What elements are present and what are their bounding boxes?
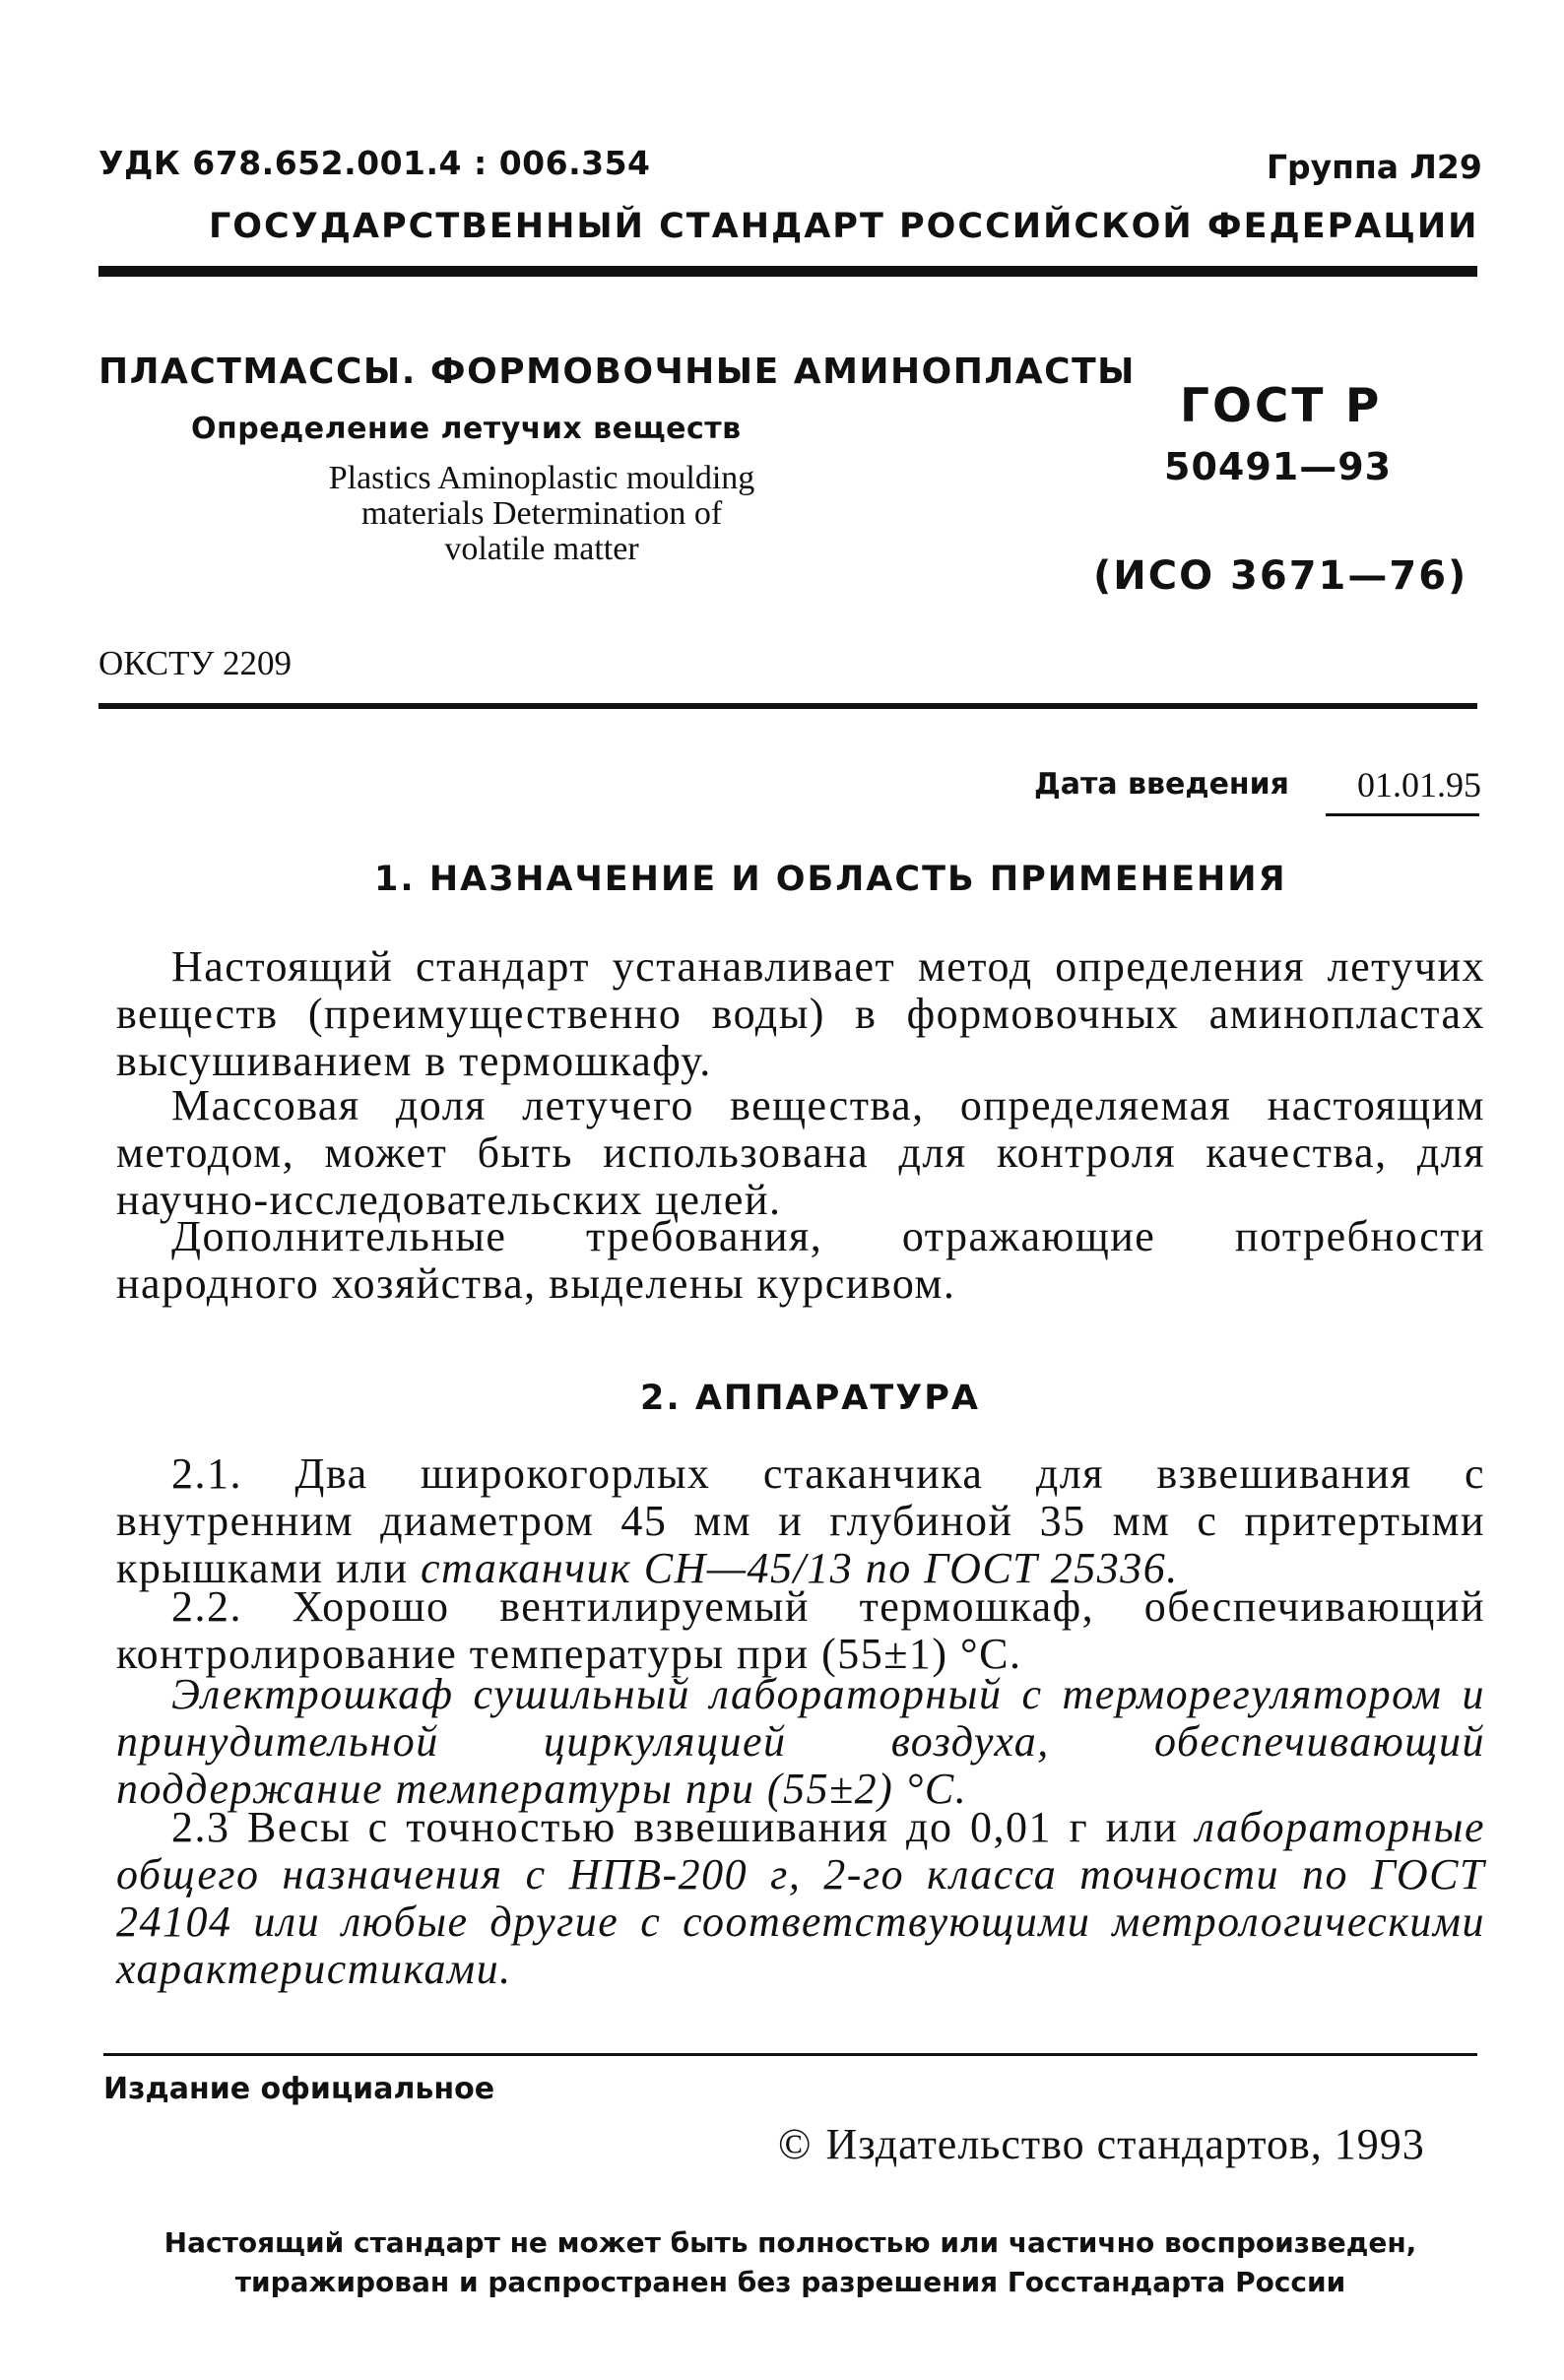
- oksty-code: ОКСТУ 2209: [98, 644, 293, 682]
- section-1-paragraph-1: Настоящий стандарт устанавливает метод определения летучих веществ (преимущественно воды) в формовочных аминопластах высушиванием в термошкафу.: [116, 942, 1485, 1085]
- reproduction-notice: [98, 2223, 1482, 2302]
- document-title: ПЛАСТМАССЫ. ФОРМОВОЧНЫЕ АМИНОПЛАСТЫ: [98, 352, 1136, 392]
- udk-code: УДК 678.652.001.4 : 006.354: [98, 144, 651, 182]
- reproduction-notice-line-1: Настоящий стандарт не может быть полностью или частично воспроизведен,: [163, 2226, 1417, 2259]
- clause-2-2-addition: Электрошкаф сушильный лабораторный с терморегулятором и принудительной циркуляцией воздуха, обеспечивающий поддержание температуры при (55±2) °С.: [116, 1670, 1485, 1813]
- gost-number: 50491—93: [1164, 445, 1393, 488]
- header-rule: [98, 266, 1477, 277]
- group-code: Группа Л29: [1267, 148, 1482, 186]
- clause-2-2: 2.2. Хорошо вентилируемый термошкаф, обеспечивающий контролирование температуры при (55±1) °С.: [116, 1582, 1485, 1678]
- clause-2-1-text: 2.1. Два широкогорлых стаканчика для взвешивания с внутренним диаметром 45 мм и глубиной 35 мм с притертыми крышками или: [116, 1449, 1485, 1592]
- english-title-line-1: Plastics Aminoplastic moulding: [328, 460, 755, 496]
- english-title-line-2: materials Determination of: [360, 495, 723, 532]
- clause-2-1-italic: стаканчик СН—45/13 по ГОСТ 25336.: [421, 1544, 1179, 1592]
- official-edition: Издание официальное: [103, 2072, 495, 2106]
- clause-2-3-italic: лабораторные общего назначения с НПВ-200 г, 2-го класса точности по ГОСТ 24104 или любые другие с соответствующими метрологическими характеристиками.: [116, 1803, 1485, 1993]
- section-1-heading: 1. НАЗНАЧЕНИЕ И ОБЛАСТЬ ПРИМЕНЕНИЯ: [374, 860, 1287, 899]
- clause-2-3: [116, 1804, 1485, 1993]
- copyright-icon: ©: [778, 2120, 813, 2168]
- clause-2-1: [116, 1450, 1485, 1592]
- section-1-paragraph-2: Массовая доля летучего вещества, определяемая настоящим методом, может быть использована для контроля качества, для научно-исследовательских целей.: [116, 1081, 1485, 1224]
- gost-label: ГОСТ Р: [1180, 379, 1383, 433]
- clause-2-3-text: 2.3 Весы с точностью взвешивания до 0,01 г или: [171, 1803, 1196, 1851]
- intro-date-value: 01.01.95: [1357, 765, 1481, 804]
- reproduction-notice-line-2: тиражирован и распространен без разрешения Госстандарта России: [234, 2266, 1346, 2298]
- document-subtitle: Определение летучих веществ: [191, 412, 742, 446]
- iso-number: (ИСО 3671—76): [1093, 553, 1468, 599]
- footer-rule: [103, 2053, 1477, 2056]
- title-rule: [98, 703, 1477, 709]
- intro-date-label: Дата введения: [1034, 767, 1289, 802]
- intro-date-underline: [1326, 813, 1479, 816]
- copyright-line: [778, 2119, 1425, 2169]
- section-1-paragraph-3: Дополнительные требования, отражающие потребности народного хозяйства, выделены курсивом.: [116, 1212, 1485, 1308]
- english-title: [246, 461, 837, 567]
- section-2-heading: 2. АППАРАТУРА: [640, 1379, 980, 1418]
- state-standard-heading: ГОСУДАРСТВЕННЫЙ СТАНДАРТ РОССИЙСКОЙ ФЕДЕРАЦИИ: [209, 207, 1479, 246]
- english-title-line-3: volatile matter: [444, 531, 639, 567]
- publisher-text: Издательство стандартов, 1993: [825, 2120, 1425, 2168]
